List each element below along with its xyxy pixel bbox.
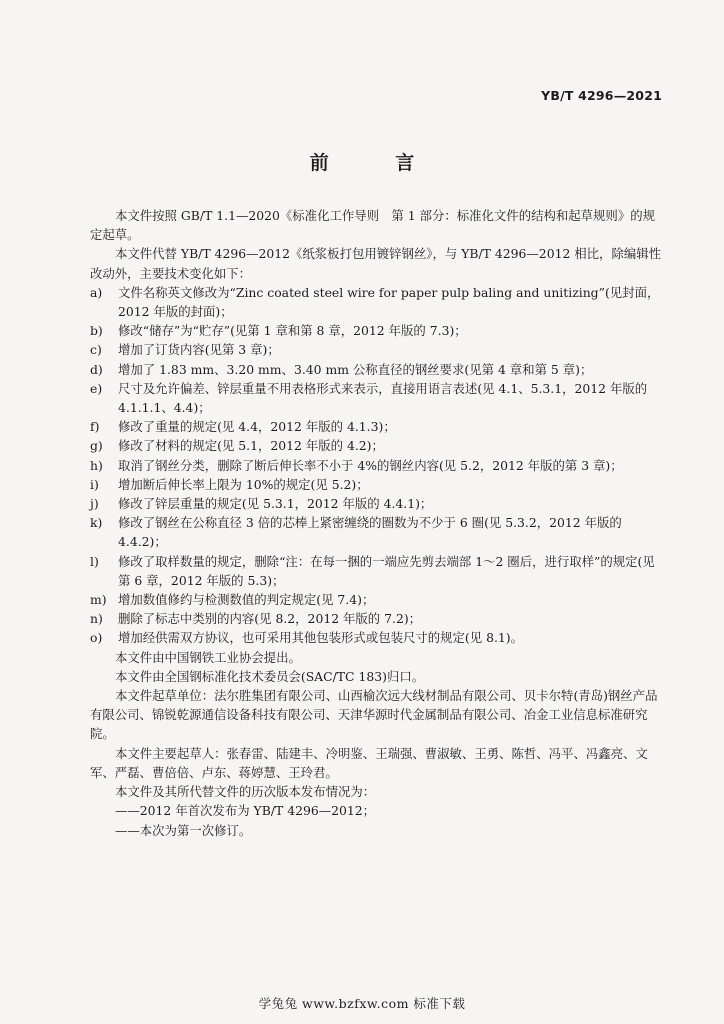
list-item xyxy=(90,417,665,436)
list-item-text: 增加经供需双方协议，也可采用其他包装形式或包装尺寸的规定(见 8.1)。 xyxy=(118,630,524,646)
list-item-label: d) xyxy=(90,361,103,377)
list-item-text: 取消了钢丝分类，删除了断后伸长率不小于 4%的钢丝内容(见 5.2，2012 年版的第 3 章)； xyxy=(118,457,623,473)
list-item-text: 删除了标志中类别的内容(见 8.2，2012 年版的 7.2)； xyxy=(118,611,422,627)
list-item-label: a) xyxy=(90,284,103,300)
list-item xyxy=(90,552,665,590)
footer-watermark: 学兔兔 www.bzfxw.com 标准下载 xyxy=(258,996,466,1011)
list-item-text: 文件名称英文修改为“Zinc coated steel wire for paper pulp baling and unitizing”(见封面，2012 年版的封面)； xyxy=(118,284,660,320)
list-item-label: o) xyxy=(90,630,103,646)
list-item xyxy=(90,283,665,321)
history-paragraph: 本文件及其所代替文件的历次版本发布情况为： xyxy=(115,784,376,800)
list-item-label: e) xyxy=(90,380,103,396)
list-item xyxy=(90,360,665,379)
list-item-label: j) xyxy=(90,496,99,512)
history-item-revision: ——本次为第一次修订。 xyxy=(115,822,252,838)
list-item-label: k) xyxy=(90,515,103,531)
list-item xyxy=(90,456,665,475)
list-item-text: 修改了钢丝在公称直径 3 倍的芯棒上紧密缠绕的圈数为不少于 6 圈(见 5.3.2，2012 年版的 4.4.2)； xyxy=(118,515,622,550)
list-item-text: 增加了 1.83 mm、3.20 mm、3.40 mm 公称直径的钢丝要求(见第 4 章和第 5 章)； xyxy=(118,361,593,377)
change-list xyxy=(90,283,665,648)
list-item-label: g) xyxy=(90,438,103,454)
list-item-text: 增加了订货内容(见第 3 章)； xyxy=(118,342,280,358)
list-item-label: l) xyxy=(90,553,99,569)
list-item xyxy=(90,590,665,609)
list-item-text: 修改了材料的规定(见 5.1，2012 年版的 4.2)； xyxy=(118,438,384,454)
list-item-text: 修改了取样数量的规定，删除“注：在每一捆的一端应先剪去端部 1～2 圈后，进行取样”的规定(见第 6 章，2012 年版的 5.3)； xyxy=(118,553,655,588)
list-item xyxy=(90,436,665,455)
list-item xyxy=(90,475,665,494)
list-item-label: c) xyxy=(90,342,102,358)
list-item-label: h) xyxy=(90,457,103,473)
history-item-2012: ——2012 年首次发布为 YB/T 4296—2012； xyxy=(115,803,376,819)
list-item xyxy=(90,379,665,417)
list-item-label: b) xyxy=(90,323,103,339)
list-item xyxy=(90,340,665,359)
list-item-text: 修改了重量的规定(见 4.4，2012 年版的 4.1.3)； xyxy=(118,419,396,435)
list-item-text: 修改“储存”为“贮存”(见第 1 章和第 8 章，2012 年版的 7.3)； xyxy=(118,323,467,339)
list-item xyxy=(90,494,665,513)
list-item xyxy=(90,321,665,340)
document-body xyxy=(90,206,665,840)
intro-paragraph-drafting-rules: 本文件按照 GB/T 1.1—2020《标准化工作导则 第 1 部分：标准化文件的结构和起草规则》的规定起草。 xyxy=(90,208,655,243)
standard-code: YB/T 4296—2021 xyxy=(541,88,662,103)
list-item-text: 增加断后伸长率上限为 10%的规定(见 5.2)； xyxy=(118,476,369,492)
proposer-paragraph: 本文件由中国钢铁工业协会提出。 xyxy=(115,649,301,665)
list-item-text: 增加数值修约与检测数值的判定规定(见 7.4)； xyxy=(118,592,375,608)
committee-paragraph: 本文件由全国钢标准化技术委员会(SAC/TC 183)归口。 xyxy=(115,668,425,684)
list-item-label: m) xyxy=(90,592,107,608)
list-item-text: 修改了锌层重量的规定(见 5.3.1，2012 年版的 4.4.1)； xyxy=(118,496,433,512)
list-item-label: f) xyxy=(90,419,100,435)
drafters-paragraph: 本文件主要起草人：张春雷、陆建丰、冷明鉴、王瑞强、曹淑敏、王勇、陈哲、冯平、冯鑫亮、文军、严磊、曹倍倍、卢东、蒋婷慧、王玲君。 xyxy=(90,745,648,780)
drafting-units-paragraph: 本文件起草单位：法尔胜集团有限公司、山西榆次远大线材制品有限公司、贝卡尔特(青岛)钢丝产品有限公司、锦锐乾源通信设备科技有限公司、天津华源时代金属制品有限公司、冶金工业信息标准研究院。 xyxy=(90,688,658,742)
page-title: 前 言 xyxy=(309,152,445,174)
list-item xyxy=(90,513,665,551)
list-item xyxy=(90,609,665,628)
list-item-label: i) xyxy=(90,476,99,492)
intro-paragraph-replacement: 本文件代替 YB/T 4296—2012《纸浆板打包用镀锌钢丝》，与 YB/T 4296—2012 相比，除编辑性改动外，主要技术变化如下： xyxy=(90,246,662,281)
list-item xyxy=(90,628,665,647)
list-item-text: 尺寸及允许偏差、锌层重量不用表格形式来表示，直接用语言表述(见 4.1、5.3.1，2012 年版的 4.1.1.1、4.4)； xyxy=(118,380,648,416)
list-item-label: n) xyxy=(90,611,103,627)
